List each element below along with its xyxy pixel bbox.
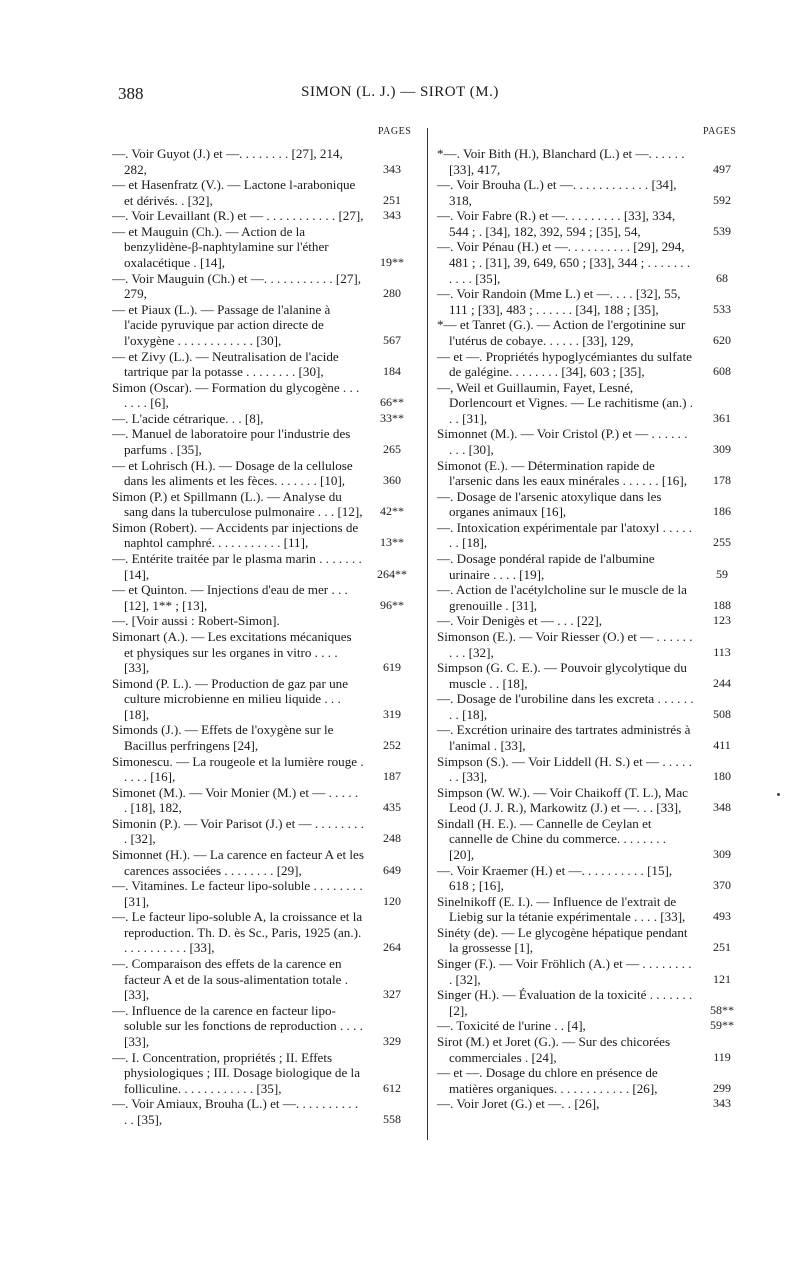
entry-text: —. Voir Brouha (L.) et —. . . . . . . . . . . . [34], 318, (437, 177, 677, 208)
entry-page: 13** (380, 535, 404, 550)
entry-text: —. Toxicité de l'urine . . [4], (437, 1018, 586, 1034)
entry-page: 619 (383, 660, 401, 675)
index-entry (112, 676, 412, 723)
entry-text: —. Voir Mauguin (Ch.) et —. . . . . . . . . . . [27], 279, (112, 270, 362, 302)
entry-text: —. Voir Kraemer (H.) et —. . . . . . . . . . [15], 618 ; [16], (437, 862, 673, 894)
entry-page: 33** (380, 410, 404, 425)
index-entry (437, 458, 742, 489)
index-entry (437, 286, 742, 317)
entry-page: 186 (713, 504, 731, 519)
entry-text: —, Weil et Guillaumin, Fayet, Lesné, Dorlencourt et Vignes. — Le rachitisme (an.) . . . [31], (437, 379, 694, 426)
entry-text: Simonescu. — La rougeole et la lumière rouge . . . . . [16], (112, 753, 364, 785)
entry-page: 493 (713, 909, 731, 924)
entry-page: 180 (713, 769, 731, 784)
entry-page: 113 (713, 644, 731, 659)
entry-page: 592 (713, 192, 731, 207)
entry-text: — et Mauguin (Ch.). — Action de la benzylidène-β-naphtylamine sur l'éther oxalacétique . [14], (112, 223, 329, 271)
entry-page: 255 (713, 535, 731, 550)
index-entry (112, 847, 412, 878)
entry-text: Simonart (A.). — Les excitations mécaniques et physiques sur les organes in vitro . . . . [33], (112, 628, 352, 676)
index-entry (112, 582, 412, 613)
entry-page: 264** (377, 566, 407, 581)
entry-text: Sinéty (de). — Le glycogène hépatique pendant la grossesse [1], (437, 924, 688, 956)
index-entry (112, 1050, 412, 1097)
entry-text: — et Piaux (L.). — Passage de l'alanine à l'acide pyruvique par action directe de l'oxygène . . . . . . . . . . . . [30], (112, 301, 331, 348)
entry-page: 59 (716, 566, 728, 581)
entry-page: 329 (383, 1033, 401, 1048)
index-entry (112, 878, 412, 909)
entry-page: 119 (713, 1049, 731, 1064)
right-column (437, 146, 742, 1112)
entry-page: 343 (383, 161, 401, 176)
index-entry (112, 411, 412, 427)
index-entry (112, 909, 412, 956)
index-entry (112, 224, 412, 271)
entry-text: —. Voir Amiaux, Brouha (L.) et —. . . . . . . . . . . . [35], (112, 1096, 359, 1127)
index-entry (112, 520, 412, 551)
entry-text: —. Comparaison des effets de la carence en facteur A et de la sous-alimentation totale . [33], (112, 956, 348, 1003)
entry-text: Simonds (J.). — Effets de l'oxygène sur le Bacillus perfringens [24], (112, 722, 334, 753)
index-entry (437, 208, 742, 239)
index-entry (112, 1096, 412, 1127)
entry-text: Sindall (H. E.). — Cannelle de Ceylan et cannelle de Chine du commerce. . . . . . . . [20], (437, 815, 667, 863)
index-entry (437, 863, 742, 894)
index-entry (437, 1034, 742, 1065)
entry-page: 309 (713, 441, 731, 456)
entry-text: — et —. Dosage du chlore en présence de matières organiques. . . . . . . . . . . . [26], (437, 1065, 658, 1096)
index-entry (437, 722, 742, 753)
index-entry (437, 177, 742, 208)
index-entry (437, 660, 742, 691)
entry-text: —. Voir Denigès et — . . . [22], (437, 613, 602, 629)
entry-text: —. Dosage de l'urobiline dans les excreta . . . . . . . . [18], (437, 691, 694, 722)
entry-page: 608 (713, 364, 731, 379)
entry-text: Singer (H.). — Évaluation de la toxicité . . . . . . . [2], (437, 987, 693, 1018)
entry-page: 612 (383, 1080, 401, 1095)
index-entry (112, 629, 412, 676)
entry-page: 248 (383, 831, 401, 846)
index-entry (112, 177, 412, 208)
entry-page: 411 (713, 737, 731, 752)
entry-page: 533 (713, 301, 731, 316)
index-entry (437, 987, 742, 1018)
entry-page: 508 (713, 706, 731, 721)
entry-page: 68 (716, 270, 728, 285)
index-entry (437, 349, 742, 380)
left-column (112, 146, 412, 1127)
index-entry (112, 426, 412, 457)
index-entry (112, 785, 412, 816)
entry-text: Simon (Robert). — Accidents par injections de naphtol camphré. . . . . . . . . . . [11], (112, 519, 359, 551)
entry-text: —. Dosage de l'arsenic atoxylique dans les organes animaux [16], (437, 488, 662, 520)
entry-text: —. Manuel de laboratoire pour l'industrie des parfums . [35], (112, 426, 351, 457)
entry-page: 251 (383, 192, 401, 207)
index-entry (437, 551, 742, 582)
running-head: SIMON (L. J.) — SIROT (M.) (301, 84, 499, 100)
entry-page: 19** (380, 255, 404, 270)
index-entry (437, 956, 742, 987)
pages-label-right: PAGES (703, 126, 737, 137)
index-entry (112, 722, 412, 753)
entry-text: —. [Voir aussi : Robert-Simon]. (112, 613, 280, 629)
entry-page: 435 (383, 800, 401, 815)
entry-text: —. Dosage pondéral rapide de l'albumine urinaire . . . . [19], (437, 551, 655, 582)
entry-text: —. Excrétion urinaire des tartrates administrés à l'animal . [33], (437, 722, 691, 753)
entry-text: Simpson (G. C. E.). — Pouvoir glycolytique du muscle . . [18], (437, 660, 687, 691)
index-entry (437, 239, 742, 286)
index-entry (112, 208, 412, 224)
index-entry (112, 302, 412, 349)
entry-text: Simpson (S.). — Voir Liddell (H. S.) et — . . . . . . . [33], (437, 753, 692, 785)
entry-page: 66** (380, 395, 404, 410)
entry-page: 361 (713, 410, 731, 425)
index-entry (112, 754, 412, 785)
entry-text: Sirot (M.) et Joret (G.). — Sur des chicorées commerciales . [24], (437, 1033, 671, 1065)
index-entry (437, 816, 742, 863)
pages-label-left: PAGES (378, 126, 412, 137)
index-entry (437, 317, 742, 348)
entry-page: 539 (713, 223, 731, 238)
entry-text: —. Vitamines. Le facteur lipo-soluble . . . . . . . . [31], (112, 878, 363, 909)
index-entry (112, 458, 412, 489)
entry-page: 497 (713, 161, 731, 176)
entry-page: 188 (713, 597, 731, 612)
entry-text: Simonet (M.). — Voir Monier (M.) et — . . . . . . [18], 182, (112, 784, 359, 816)
entry-page: 187 (383, 769, 401, 784)
entry-page: 251 (713, 940, 731, 955)
entry-page: 567 (383, 332, 401, 347)
entry-page: 244 (713, 675, 731, 690)
index-entry (112, 816, 412, 847)
entry-text: —. Influence de la carence en facteur lipo-soluble sur les fonctions de reproduction . . . . [33], (112, 1002, 363, 1049)
entry-page: 121 (713, 971, 731, 986)
entry-text: Simonin (P.). — Voir Parisot (J.) et — . . . . . . . . . [32], (112, 815, 364, 847)
entry-page: 123 (713, 613, 731, 628)
entry-text: —. Le facteur lipo-soluble A, la croissance et la reproduction. Th. D. ès Sc., Paris, 1925 (an.). . . . . . . . . . . [33], (112, 909, 363, 956)
entry-page: 252 (383, 737, 401, 752)
index-entry (437, 146, 742, 177)
entry-text: —. Voir Joret (G.) et —. . [26], (437, 1096, 600, 1112)
index-entry (112, 271, 412, 302)
index-entry (437, 785, 742, 816)
entry-page: 42** (380, 504, 404, 519)
index-entry (112, 380, 412, 411)
index-entry (112, 146, 412, 177)
index-entry (437, 1065, 742, 1096)
index-entry (437, 629, 742, 660)
entry-text: Simpson (W. W.). — Voir Chaikoff (T. L.), Mac Leod (J. J. R.), Markowitz (J.) et —. . . [33], (437, 784, 688, 816)
entry-text: —. Action de l'acétylcholine sur le muscle de la grenouille . [31], (437, 582, 687, 613)
index-entry (112, 956, 412, 1003)
entry-page: 620 (713, 332, 731, 347)
entry-text: —. Voir Randoin (Mme L.) et —. . . . [32], 55, 111 ; [33], 483 ; . . . . . . [34], 188 ; [35], (437, 286, 681, 317)
entry-text: —. Voir Guyot (J.) et —. . . . . . . . [27], 214, 282, (112, 146, 343, 177)
entry-text: Simonnet (H.). — La carence en facteur A et les carences associées . . . . . . . . [29], (112, 847, 364, 878)
entry-page: 265 (383, 441, 401, 456)
index-entry (437, 582, 742, 613)
index-entry (437, 380, 742, 427)
entry-page: 58** (710, 1002, 734, 1017)
entry-page: 178 (713, 473, 731, 488)
index-entry (112, 489, 412, 520)
entry-page: 319 (383, 706, 401, 721)
entry-page: 327 (383, 987, 401, 1002)
page-number: 388 (118, 84, 144, 103)
marginal-dot (777, 793, 780, 796)
entry-text: Singer (F.). — Voir Fröhlich (A.) et — . . . . . . . . . [32], (437, 956, 692, 987)
entry-page: 59** (710, 1018, 734, 1033)
index-entry (437, 613, 742, 629)
index-entry (437, 520, 742, 551)
entry-text: *— et Tanret (G.). — Action de l'ergotinine sur l'utérus de cobaye. . . . . . [33], 129, (437, 317, 686, 348)
entry-page: 360 (383, 473, 401, 488)
entry-text: Simonson (E.). — Voir Riesser (O.) et — . . . . . . . . . [32], (437, 628, 693, 660)
entry-text: — et —. Propriétés hypoglycémiantes du sulfate de galégine. . . . . . . . [34], 603 ; [35], (437, 348, 692, 380)
entry-text: Simon (Oscar). — Formation du glycogène . . . . . . . [6], (112, 379, 360, 411)
entry-page: 299 (713, 1080, 731, 1095)
entry-text: —. Voir Fabre (R.) et —. . . . . . . . . [33], 334, 544 ; . [34], 182, 392, 594 ; [35], 54, (437, 208, 676, 239)
entry-page: 184 (383, 364, 401, 379)
index-entry (437, 489, 742, 520)
entry-page: 649 (383, 862, 401, 877)
entry-text: —. Voir Levaillant (R.) et — . . . . . . . . . . . [27], (112, 208, 364, 224)
entry-text: —. I. Concentration, propriétés ; II. Effets physiologiques ; III. Dosage biologique de la folliculine. . . . . . . . . . . . [35], (112, 1049, 361, 1096)
index-entry (437, 1018, 742, 1034)
index-entry (437, 894, 742, 925)
index-entry (437, 754, 742, 785)
entry-text: Simonot (E.). — Détermination rapide de l'arsenic dans les eaux minérales . . . . . . [16], (437, 457, 687, 489)
entry-page: 96** (380, 597, 404, 612)
entry-text: Sinelnikoff (E. I.). — Influence de l'extrait de Liebig sur la tétanie expérimentale . . . . [33], (437, 893, 686, 925)
entry-text: — et Quinton. — Injections d'eau de mer . . . [12], 1** ; [13], (112, 582, 348, 613)
index-entry (112, 551, 412, 582)
entry-page: 343 (383, 208, 401, 223)
entry-text: — et Hasenfratz (V.). — Lactone l-arabonique et dérivés. . [32], (112, 177, 356, 208)
entry-text: Simond (P. L.). — Production de gaz par une culture microbienne en milieu liquide . . . [18], (112, 675, 349, 722)
index-entry (112, 613, 412, 629)
index-entry (437, 1096, 742, 1112)
index-entry (112, 1003, 412, 1050)
index-entry (437, 925, 742, 956)
entry-page: 264 (383, 940, 401, 955)
index-entry (112, 349, 412, 380)
entry-page: 309 (713, 847, 731, 862)
entry-page: 120 (383, 893, 401, 908)
index-entry (437, 426, 742, 457)
entry-page: 348 (713, 800, 731, 815)
entry-text: — et Zivy (L.). — Neutralisation de l'acide tartrique par la potasse . . . . . . . . [30], (112, 348, 339, 380)
entry-text: —. Voir Pénau (H.) et —. . . . . . . . . . [29], 294, 481 ; . [31], 39, 649, 650 ; [33], 344 ; . . . . . . . . . . . [35], (437, 239, 691, 286)
index-entry (437, 691, 742, 722)
entry-page: 343 (713, 1096, 731, 1111)
entry-text: —. Intoxication expérimentale par l'atoxyl . . . . . . . [18], (437, 519, 693, 551)
entry-text: *—. Voir Bith (H.), Blanchard (L.) et —. . . . . . [33], 417, (437, 146, 685, 177)
entry-text: Simonnet (M.). — Voir Cristol (P.) et — . . . . . . . . . [30], (437, 426, 688, 457)
entry-text: —. L'acide cétrarique. . . [8], (112, 410, 264, 426)
entry-page: 280 (383, 286, 401, 301)
column-rule (427, 128, 428, 1140)
entry-page: 370 (713, 878, 731, 893)
entry-text: — et Lohrisch (H.). — Dosage de la cellulose dans les aliments et les fèces. . . . . . . [10], (112, 457, 353, 489)
entry-text: Simon (P.) et Spillmann (L.). — Analyse du sang dans la tuberculose pulmonaire . . . [12], (112, 488, 363, 520)
entry-text: —. Entérite traitée par le plasma marin . . . . . . . [14], (112, 551, 362, 582)
entry-page: 558 (383, 1111, 401, 1126)
